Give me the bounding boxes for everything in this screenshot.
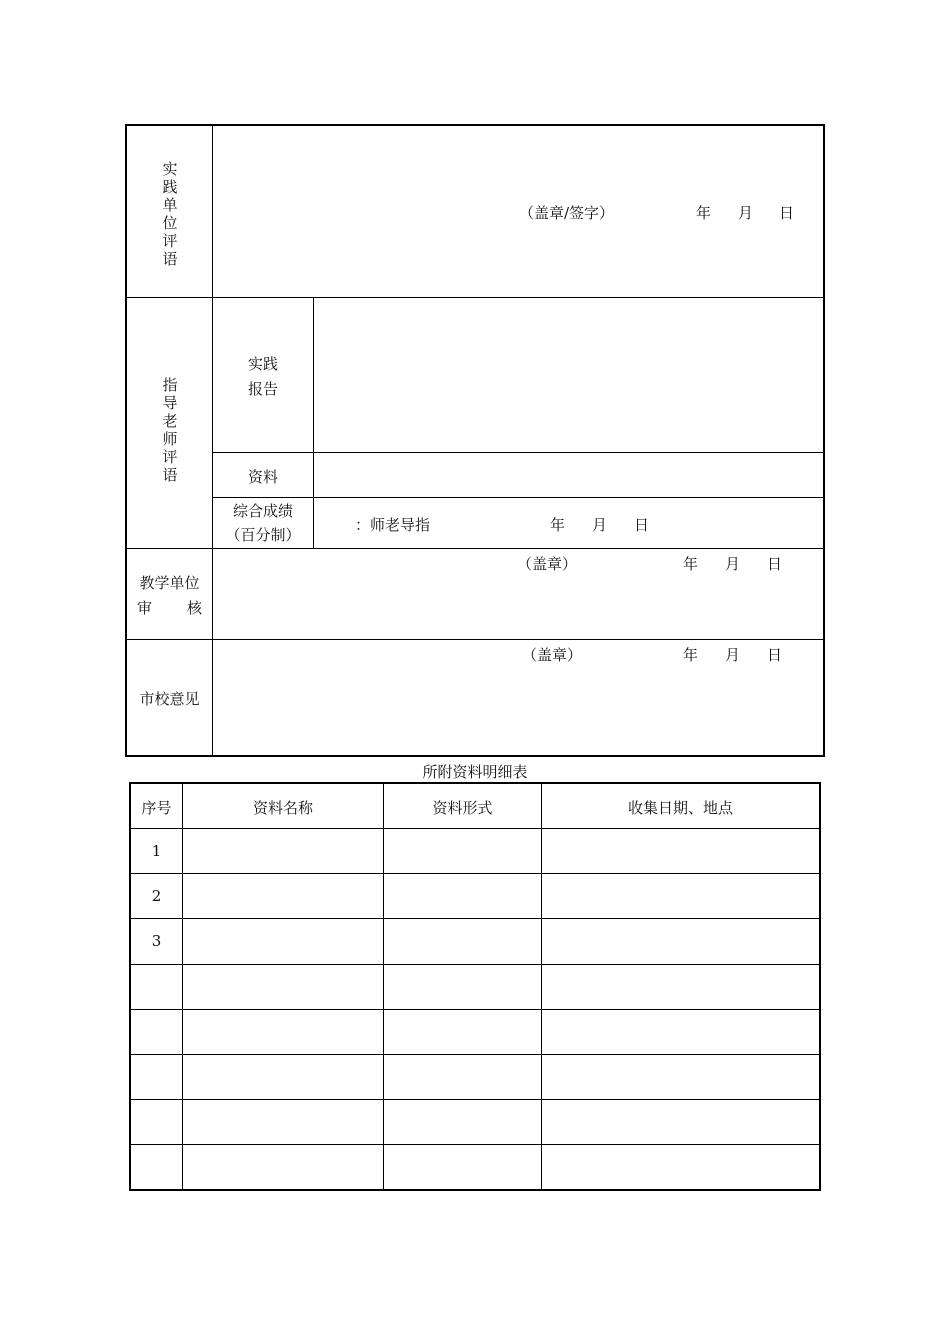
- form-divider: [127, 548, 823, 549]
- month-label: 月: [725, 646, 741, 664]
- form-divider: [212, 126, 213, 755]
- overall-score-label: 综合成绩 （百分制）: [225, 502, 301, 544]
- attachments-table-title: 所附资料明细表: [422, 763, 528, 781]
- table-cell-index: [131, 1100, 182, 1144]
- form-divider: [212, 452, 823, 453]
- practice-unit-label: 实 践 单 位 评 语: [162, 160, 178, 268]
- column-header-name: 资料名称: [252, 799, 313, 817]
- month-label: 月: [725, 555, 741, 573]
- practice-report-comment-area[interactable]: [315, 299, 821, 451]
- table-cell-name[interactable]: [183, 1055, 383, 1099]
- month-label: 月: [592, 516, 608, 534]
- table-cell-date-place[interactable]: [542, 1145, 819, 1189]
- table-cell-name[interactable]: [183, 965, 383, 1009]
- advisor-label: 指 导 老 师 评 语: [162, 376, 178, 484]
- advisor-signature-label: ：师老导指: [355, 516, 431, 534]
- form-divider: [127, 297, 823, 298]
- materials-label: 资料: [247, 468, 278, 486]
- form-divider: [212, 497, 823, 498]
- day-label: 日: [767, 555, 783, 573]
- table-cell-date-place[interactable]: [542, 874, 819, 918]
- practice-unit-comment-area[interactable]: [214, 128, 821, 295]
- evaluation-form: [125, 124, 825, 757]
- table-cell-form[interactable]: [384, 874, 541, 918]
- table-cell-date-place[interactable]: [542, 965, 819, 1009]
- column-header-index: 序号: [141, 799, 172, 817]
- table-cell-date-place[interactable]: [542, 1055, 819, 1099]
- table-cell-index: [131, 965, 182, 1009]
- table-cell-form[interactable]: [384, 1010, 541, 1054]
- table-cell-date-place[interactable]: [542, 1100, 819, 1144]
- practice-report-label: 实践 报告: [247, 355, 278, 398]
- year-label: 年: [550, 516, 566, 534]
- table-cell-name[interactable]: [183, 1100, 383, 1144]
- table-cell-form[interactable]: [384, 1055, 541, 1099]
- year-label: 年: [696, 204, 712, 222]
- day-label: 日: [767, 646, 783, 664]
- table-cell-index: [131, 1010, 182, 1054]
- form-divider: [313, 297, 314, 548]
- column-header-form: 资料形式: [432, 799, 493, 817]
- table-cell-name[interactable]: [183, 919, 383, 963]
- table-cell-date-place[interactable]: [542, 829, 819, 873]
- table-cell-form[interactable]: [384, 1100, 541, 1144]
- table-cell-name[interactable]: [183, 1145, 383, 1189]
- table-cell-form[interactable]: [384, 919, 541, 963]
- materials-comment-area[interactable]: [315, 454, 821, 496]
- table-cell-date-place[interactable]: [542, 1010, 819, 1054]
- year-label: 年: [683, 555, 699, 573]
- seal-label: （盖章）: [522, 646, 583, 664]
- table-cell-index: [131, 1145, 182, 1189]
- seal-signature-label: （盖章/签字）: [519, 204, 615, 222]
- table-cell-name[interactable]: [183, 874, 383, 918]
- table-cell-form[interactable]: [384, 1145, 541, 1189]
- table-cell-index: 2: [151, 887, 162, 905]
- seal-label: （盖章）: [517, 555, 578, 573]
- school-opinion-label: 市校意见: [139, 690, 200, 708]
- form-divider: [127, 639, 823, 640]
- month-label: 月: [738, 204, 754, 222]
- table-cell-form[interactable]: [384, 965, 541, 1009]
- day-label: 日: [634, 516, 650, 534]
- attachments-table: [129, 782, 821, 1191]
- table-cell-form[interactable]: [384, 829, 541, 873]
- column-header-date-place: 收集日期、地点: [627, 799, 733, 817]
- day-label: 日: [779, 204, 795, 222]
- table-cell-index: [131, 1055, 182, 1099]
- table-cell-name[interactable]: [183, 829, 383, 873]
- table-cell-date-place[interactable]: [542, 919, 819, 963]
- teaching-unit-review-label: 教学单位 审 核: [137, 574, 202, 617]
- table-cell-index: 3: [151, 932, 162, 950]
- table-cell-name[interactable]: [183, 1010, 383, 1054]
- table-cell-index: 1: [151, 842, 162, 860]
- year-label: 年: [683, 646, 699, 664]
